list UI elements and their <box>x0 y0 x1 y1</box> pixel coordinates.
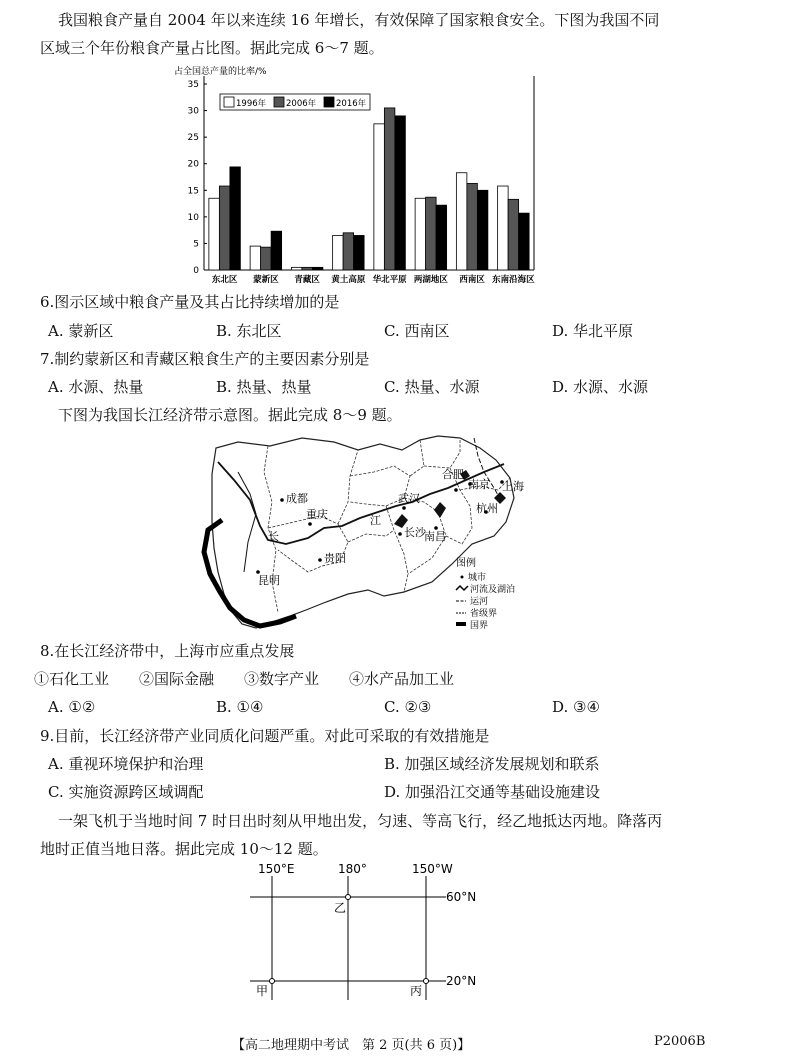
chart-bar <box>426 197 437 270</box>
chart-bar <box>456 173 467 270</box>
lon-label-150w: 150°W <box>412 862 453 876</box>
river-label-chang: 长 <box>268 530 279 543</box>
chart-bar <box>395 116 406 270</box>
chart-legend-label: 1996年 <box>236 99 267 109</box>
chart-bar <box>508 199 519 270</box>
intro-paragraph-3-line-2: 地时正值当地日落。据此完成 10～12 题。 <box>40 840 328 858</box>
chart-y-tick-label: 30 <box>187 106 199 117</box>
chart-bar <box>436 205 447 270</box>
yangtze-economic-belt-map <box>198 432 528 638</box>
q7-option-c[interactable]: C. 热量、水源 <box>384 378 480 396</box>
chart-category-label: 东北区 <box>211 275 238 285</box>
q6-option-a[interactable]: A. 蒙新区 <box>48 322 114 340</box>
q9-option-d[interactable]: D. 加强沿江交通等基础设施建设 <box>384 783 601 801</box>
chart-legend-swatch <box>224 97 234 107</box>
chart-bar <box>333 235 344 270</box>
chart-bar <box>477 190 488 270</box>
chart-y-tick-label: 10 <box>187 212 199 223</box>
map-legend <box>456 556 515 631</box>
chart-category-label: 华北平原 <box>372 275 407 285</box>
question-8-stem: 8.在长江经济带中，上海市应重点发展 <box>40 642 295 660</box>
city-label-hangzhou: 杭州 <box>476 502 498 515</box>
lat-label-20n: 20°N <box>446 974 477 988</box>
map-legend-city: 城市 <box>468 573 487 583</box>
q8-option-c[interactable]: C. ②③ <box>384 698 432 716</box>
city-label-chongqing: 重庆 <box>306 508 328 521</box>
point-label-bing: 丙 <box>410 984 423 998</box>
chart-bar <box>271 231 282 270</box>
map-legend-river: 河流及湖泊 <box>470 585 516 595</box>
question-7-stem: 7.制约蒙新区和青藏区粮食生产的主要因素分别是 <box>40 350 370 368</box>
chart-bar <box>354 235 365 270</box>
point-label-jia: 甲 <box>256 984 269 998</box>
chart-legend-swatch <box>274 97 284 107</box>
city-label-changsha: 长沙 <box>404 526 426 539</box>
city-label-kunming: 昆明 <box>258 574 280 587</box>
intro-paragraph-2: 下图为我国长江经济带示意图。据此完成 8～9 题。 <box>58 406 402 424</box>
grain-share-bar-chart <box>168 62 538 290</box>
chart-category-label: 黄土高原 <box>331 275 366 285</box>
chart-bar <box>498 186 509 270</box>
lat-label-60n: 60°N <box>446 890 477 904</box>
point-label-yi: 乙 <box>334 901 347 915</box>
q8-statement-items: ①石化工业 ②国际金融 ③数字产业 ④水产品加工业 <box>34 670 455 688</box>
chart-bars <box>209 108 529 270</box>
chart-bar <box>302 267 313 270</box>
chart-category-label: 西南区 <box>459 275 485 285</box>
river-label-jiang: 江 <box>370 514 381 527</box>
chart-y-tick-label: 20 <box>187 159 199 170</box>
chart-bar <box>384 108 395 270</box>
map-outline <box>212 436 514 628</box>
chart-bar <box>519 213 530 270</box>
city-label-shanghai: 上海 <box>502 480 524 493</box>
q9-option-a[interactable]: A. 重视环境保护和治理 <box>48 755 204 773</box>
chart-y-axis-label: 占全国总产量的比率/% <box>174 67 267 77</box>
map-legend-national: 国界 <box>470 621 489 631</box>
chart-bar <box>291 267 302 270</box>
city-label-nanchang: 南昌 <box>424 530 446 543</box>
chart-bar <box>230 167 241 270</box>
q6-option-c[interactable]: C. 西南区 <box>384 322 450 340</box>
city-label-chengdu: 成都 <box>286 492 308 505</box>
chart-y-tick-label: 0 <box>193 266 199 276</box>
point-jia-marker <box>270 979 275 984</box>
chart-bar <box>312 267 323 270</box>
q7-option-a[interactable]: A. 水源、热量 <box>48 378 144 396</box>
chart-legend-label: 2016年 <box>336 99 367 109</box>
map-legend-canal: 运河 <box>470 597 489 607</box>
question-6-stem: 6.图示区域中粮食产量及其占比持续增加的是 <box>40 293 340 311</box>
chart-bar <box>209 198 220 270</box>
footer-code: P2006B <box>654 1034 706 1049</box>
chart-legend <box>220 94 370 110</box>
city-label-hefei: 合肥 <box>442 468 464 481</box>
point-bing-marker <box>424 979 429 984</box>
footer-page-info: 【高二地理期中考试 第 2 页(共 6 页)】 <box>232 1038 471 1053</box>
lat-long-grid-diagram <box>232 862 492 1002</box>
q9-option-c[interactable]: C. 实施资源跨区域调配 <box>48 783 204 801</box>
chart-y-tick-label: 25 <box>187 133 199 144</box>
chart-y-tick-label: 35 <box>187 80 199 90</box>
chart-legend-label: 2006年 <box>286 99 317 109</box>
city-label-guiyang: 贵阳 <box>324 552 346 565</box>
chart-y-tick-label: 15 <box>187 186 199 197</box>
q6-option-b[interactable]: B. 东北区 <box>216 322 282 340</box>
q9-option-b[interactable]: B. 加强区域经济发展规划和联系 <box>384 755 600 773</box>
intro-paragraph-3-line-1: 一架飞机于当地时间 7 时日出时刻从甲地出发，匀速、等高飞行，经乙地抵达丙地。降落丙 <box>58 812 663 830</box>
map-legend-title: 图例 <box>456 558 476 569</box>
q6-option-d[interactable]: D. 华北平原 <box>552 322 634 340</box>
chart-bar <box>374 124 385 270</box>
map-legend-province: 省级界 <box>470 609 498 619</box>
chart-y-tick-label: 5 <box>193 239 199 250</box>
q8-option-d[interactable]: D. ③④ <box>552 698 600 716</box>
chart-legend-swatch <box>324 97 334 107</box>
q7-option-d[interactable]: D. 水源、水源 <box>552 378 649 396</box>
point-yi-marker <box>346 895 351 900</box>
chart-category-label: 东南沿海区 <box>492 275 535 285</box>
city-label-wuhan: 武汉 <box>398 492 420 505</box>
intro-paragraph-line-2: 区域三个年份粮食产量占比图。据此完成 6～7 题。 <box>40 39 384 57</box>
question-9-stem: 9.目前，长江经济带产业同质化问题严重。对此可采取的有效措施是 <box>40 727 490 745</box>
lon-label-180: 180° <box>338 862 367 876</box>
q7-option-b[interactable]: B. 热量、热量 <box>216 378 312 396</box>
city-label-nanjing: 南京 <box>468 478 490 491</box>
chart-bar <box>219 186 230 270</box>
chart-category-label: 两湖地区 <box>413 275 448 285</box>
intro-paragraph-line-1: 我国粮食产量自 2004 年以来连续 16 年增长，有效保障了国家粮食安全。下图为我国不同 <box>58 11 660 29</box>
chart-bar <box>467 183 478 270</box>
lon-label-150e: 150°E <box>258 862 295 876</box>
chart-category-label: 青藏区 <box>294 275 320 285</box>
chart-category-label: 蒙新区 <box>253 275 279 285</box>
chart-bar <box>250 246 261 270</box>
q8-option-a[interactable]: A. ①② <box>48 698 96 716</box>
chart-bar <box>261 247 272 270</box>
chart-bar <box>415 198 426 270</box>
chart-bar <box>343 233 354 270</box>
q8-option-b[interactable]: B. ①④ <box>216 698 264 716</box>
